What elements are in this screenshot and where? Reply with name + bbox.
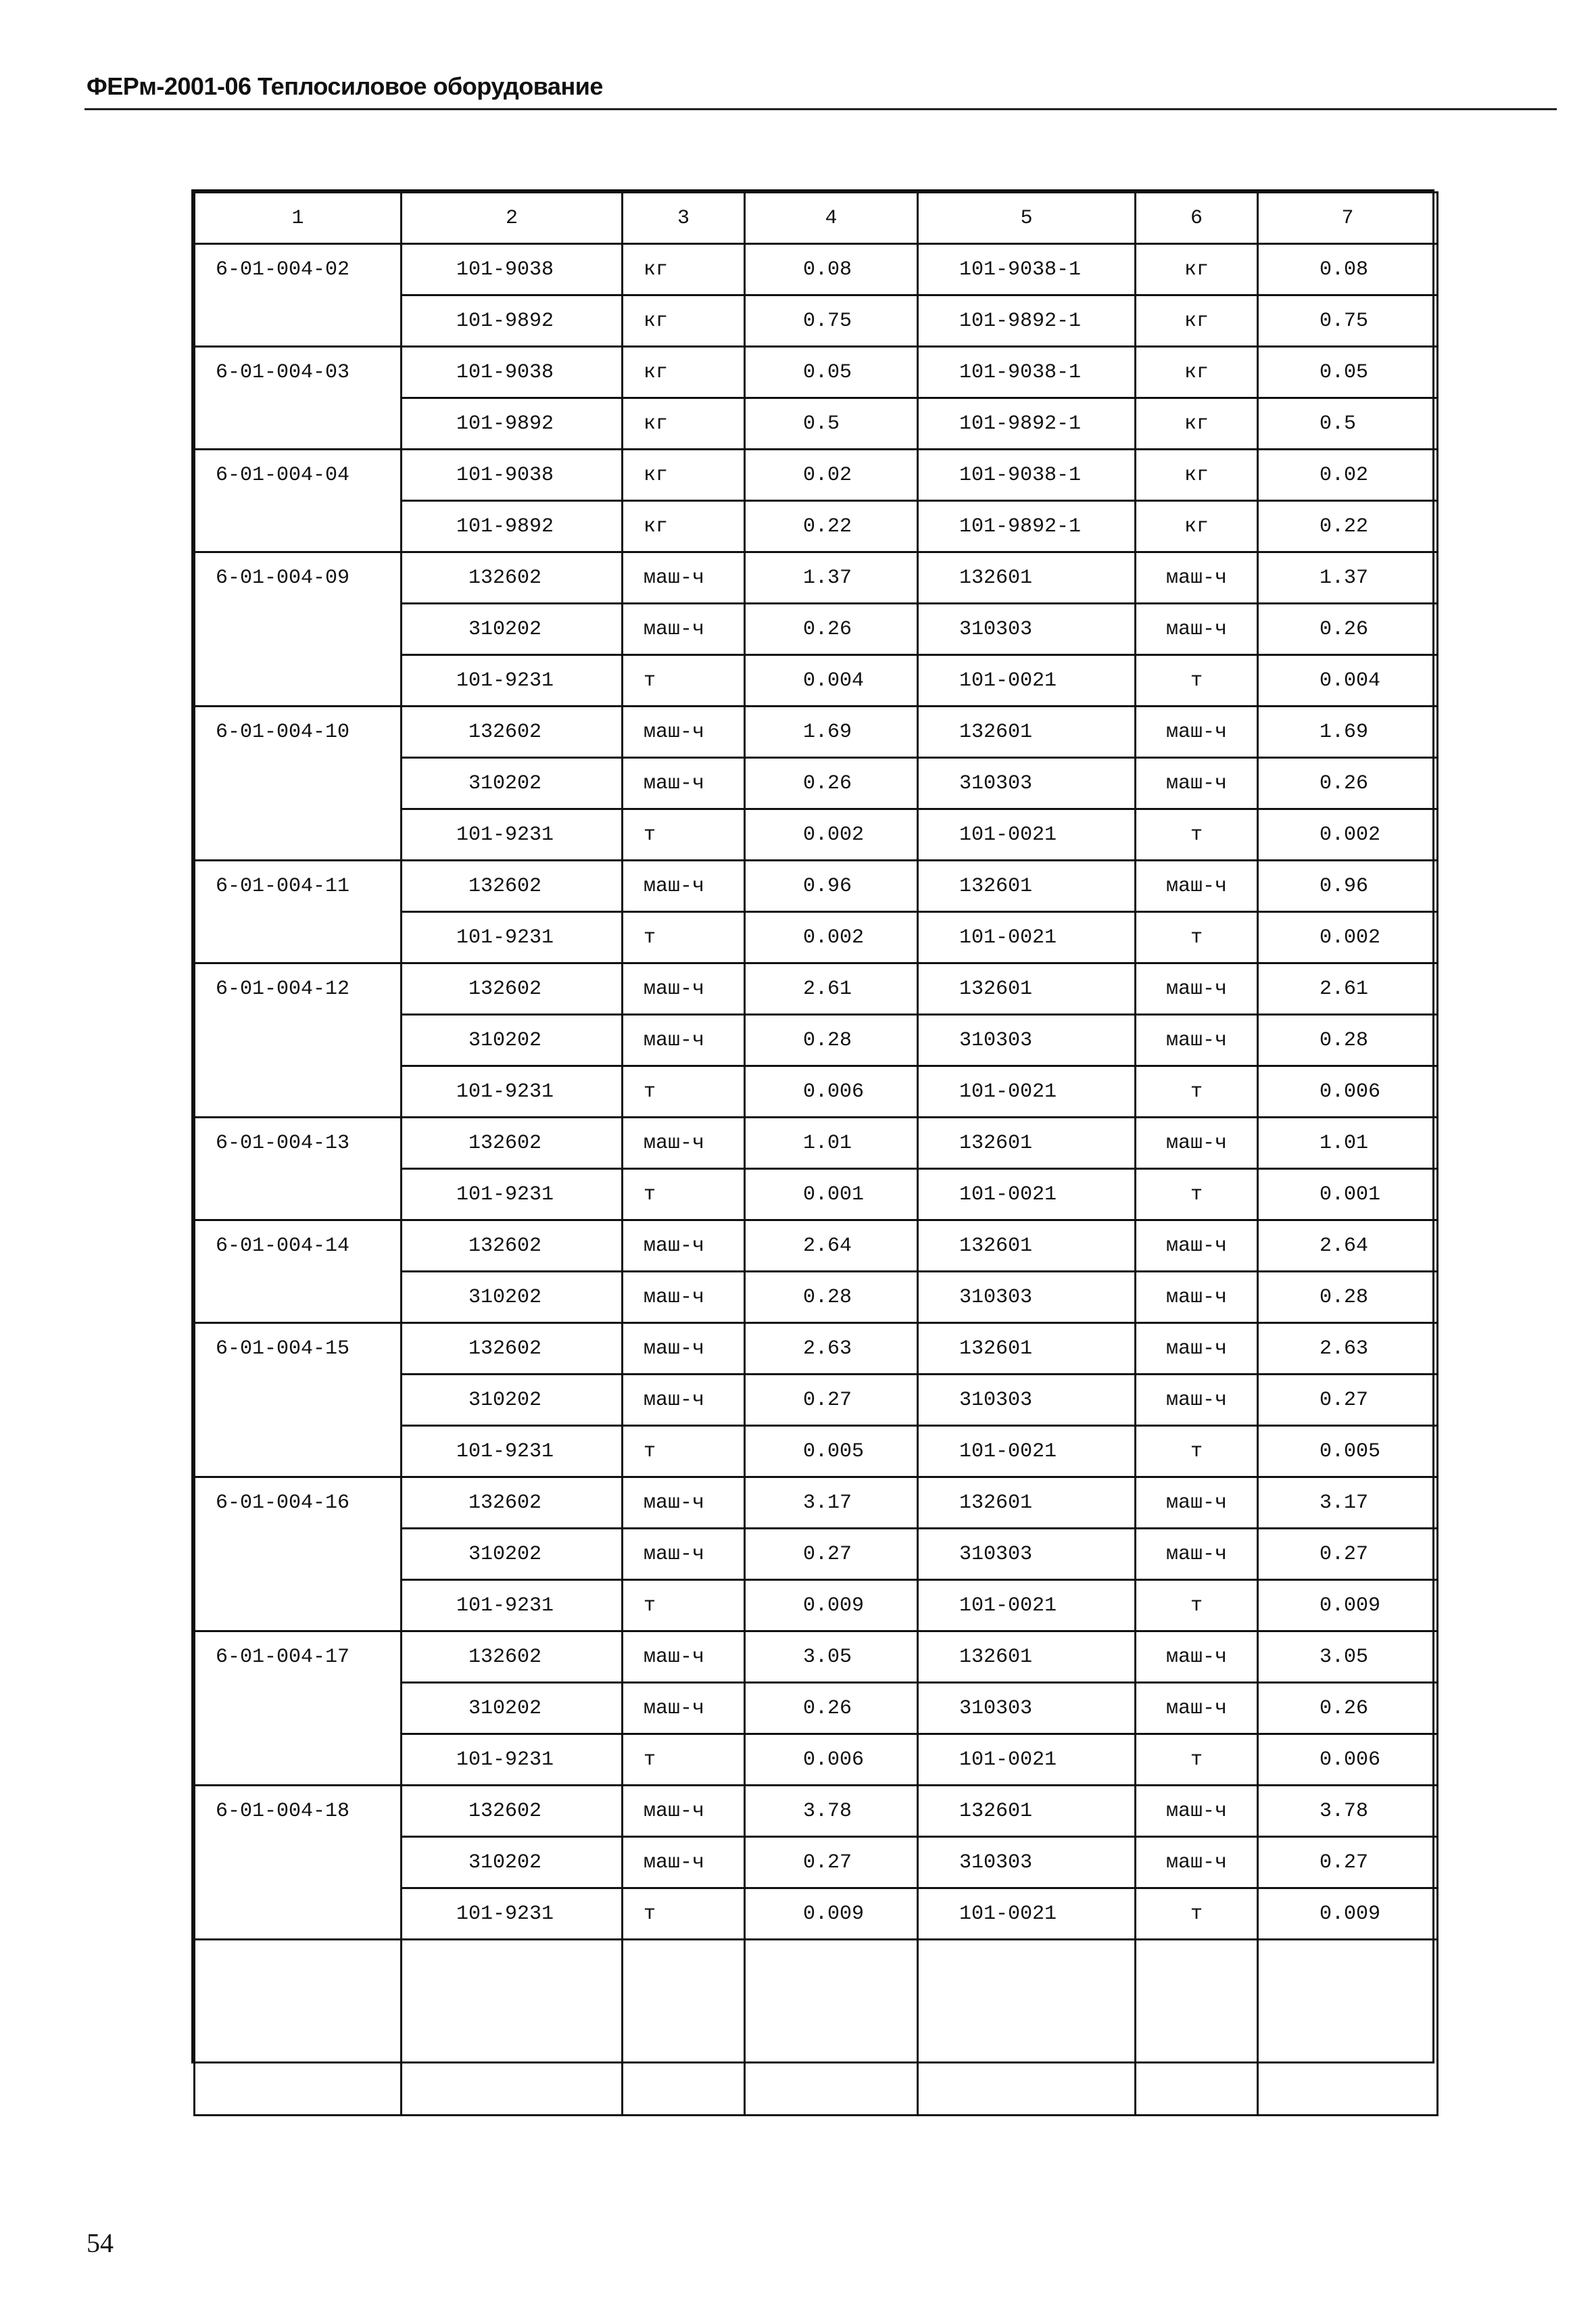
- resource-code: 132602: [402, 1631, 623, 1683]
- replacement-quantity: 0.75: [1258, 295, 1438, 347]
- resource-code: 310202: [402, 604, 623, 655]
- replacement-code: 101-0021: [918, 655, 1136, 707]
- unit: маш-ч: [623, 963, 745, 1015]
- replacement-code: 101-9038-1: [918, 244, 1136, 295]
- resource-code: 101-9892: [402, 295, 623, 347]
- norm-code: 6-01-004-09: [195, 552, 402, 707]
- replacement-quantity: 2.64: [1258, 1220, 1438, 1272]
- resource-code: 132602: [402, 861, 623, 912]
- replacement-unit: маш-ч: [1136, 1015, 1258, 1066]
- unit: маш-ч: [623, 1118, 745, 1169]
- quantity: 0.009: [745, 1888, 918, 1940]
- resource-code: 101-9231: [402, 1066, 623, 1118]
- resource-code: 310202: [402, 758, 623, 809]
- quantity: 0.28: [745, 1015, 918, 1066]
- replacement-code: 132601: [918, 1631, 1136, 1683]
- table-row: [195, 244, 1438, 295]
- quantity: 3.17: [745, 1477, 918, 1529]
- replacement-code: 101-0021: [918, 1066, 1136, 1118]
- resource-code: 132602: [402, 707, 623, 758]
- replacement-unit: маш-ч: [1136, 1118, 1258, 1169]
- quantity: 0.005: [745, 1426, 918, 1477]
- unit: т: [623, 1580, 745, 1631]
- replacement-quantity: 2.61: [1258, 963, 1438, 1015]
- quantity: 0.002: [745, 809, 918, 861]
- quantity: 2.63: [745, 1323, 918, 1375]
- unit: т: [623, 1734, 745, 1786]
- replacement-quantity: 0.006: [1258, 1734, 1438, 1786]
- column-header: 3: [623, 193, 745, 244]
- replacement-code: 101-0021: [918, 1888, 1136, 1940]
- replacement-code: 132601: [918, 1477, 1136, 1529]
- replacement-quantity: 0.002: [1258, 912, 1438, 963]
- replacement-quantity: 0.009: [1258, 1888, 1438, 1940]
- empty-cell: [623, 1940, 745, 2116]
- column-header: 4: [745, 193, 918, 244]
- norm-code: 6-01-004-10: [195, 707, 402, 861]
- page-title: ФЕРм-2001-06 Теплосиловое оборудование: [87, 72, 603, 100]
- unit: т: [623, 1888, 745, 1940]
- unit: т: [623, 809, 745, 861]
- replacement-code: 101-9038-1: [918, 450, 1136, 501]
- replacement-unit: маш-ч: [1136, 1272, 1258, 1323]
- quantity: 0.26: [745, 1683, 918, 1734]
- quantity: 0.006: [745, 1734, 918, 1786]
- replacement-quantity: 2.63: [1258, 1323, 1438, 1375]
- replacement-quantity: 0.26: [1258, 1683, 1438, 1734]
- quantity: 0.004: [745, 655, 918, 707]
- replacement-unit: кг: [1136, 244, 1258, 295]
- column-header: 5: [918, 193, 1136, 244]
- unit: маш-ч: [623, 1529, 745, 1580]
- replacement-code: 310303: [918, 604, 1136, 655]
- resource-code: 132602: [402, 963, 623, 1015]
- norm-code: 6-01-004-15: [195, 1323, 402, 1477]
- replacement-unit: кг: [1136, 450, 1258, 501]
- unit: кг: [623, 347, 745, 398]
- empty-cell: [1258, 1940, 1438, 2116]
- replacement-quantity: 1.37: [1258, 552, 1438, 604]
- quantity: 0.96: [745, 861, 918, 912]
- column-header: 6: [1136, 193, 1258, 244]
- replacement-code: 132601: [918, 707, 1136, 758]
- column-header: 2: [402, 193, 623, 244]
- unit: маш-ч: [623, 1323, 745, 1375]
- unit: маш-ч: [623, 1683, 745, 1734]
- unit: маш-ч: [623, 1477, 745, 1529]
- replacement-code: 132601: [918, 861, 1136, 912]
- unit: кг: [623, 244, 745, 295]
- replacement-code: 101-9038-1: [918, 347, 1136, 398]
- unit: т: [623, 1169, 745, 1220]
- resource-code: 132602: [402, 1323, 623, 1375]
- replacement-unit: маш-ч: [1136, 1375, 1258, 1426]
- unit: маш-ч: [623, 1631, 745, 1683]
- table-row: [195, 1220, 1438, 1272]
- replacement-code: 132601: [918, 1118, 1136, 1169]
- unit: маш-ч: [623, 1220, 745, 1272]
- table-row: [195, 552, 1438, 604]
- table-row: [195, 1477, 1438, 1529]
- empty-cell: [402, 1940, 623, 2116]
- replacement-quantity: 1.69: [1258, 707, 1438, 758]
- unit: т: [623, 1426, 745, 1477]
- quantity: 3.78: [745, 1786, 918, 1837]
- quantity: 1.69: [745, 707, 918, 758]
- quantity: 2.61: [745, 963, 918, 1015]
- quantity: 1.37: [745, 552, 918, 604]
- norm-code: 6-01-004-14: [195, 1220, 402, 1323]
- replacement-code: 101-0021: [918, 1580, 1136, 1631]
- resource-code: 101-9038: [402, 347, 623, 398]
- replacement-code: 101-9892-1: [918, 501, 1136, 552]
- replacement-unit: маш-ч: [1136, 1683, 1258, 1734]
- replacement-unit: т: [1136, 912, 1258, 963]
- replacement-quantity: 0.27: [1258, 1375, 1438, 1426]
- norm-code: 6-01-004-03: [195, 347, 402, 450]
- norm-code: 6-01-004-16: [195, 1477, 402, 1631]
- replacement-unit: кг: [1136, 347, 1258, 398]
- quantity: 0.001: [745, 1169, 918, 1220]
- unit: маш-ч: [623, 1837, 745, 1888]
- replacement-unit: т: [1136, 1169, 1258, 1220]
- replacement-unit: кг: [1136, 295, 1258, 347]
- resource-code: 101-9038: [402, 244, 623, 295]
- quantity: 0.02: [745, 450, 918, 501]
- unit: кг: [623, 501, 745, 552]
- unit: маш-ч: [623, 758, 745, 809]
- replacement-code: 101-9892-1: [918, 398, 1136, 450]
- replacement-unit: маш-ч: [1136, 552, 1258, 604]
- resource-code: 101-9892: [402, 501, 623, 552]
- resource-code: 132602: [402, 1786, 623, 1837]
- norm-code: 6-01-004-11: [195, 861, 402, 963]
- resource-replacement-table: [191, 189, 1434, 2063]
- replacement-code: 132601: [918, 552, 1136, 604]
- norm-code: 6-01-004-12: [195, 963, 402, 1118]
- resource-code: 101-9231: [402, 1888, 623, 1940]
- unit: маш-ч: [623, 552, 745, 604]
- replacement-unit: маш-ч: [1136, 1477, 1258, 1529]
- quantity: 2.64: [745, 1220, 918, 1272]
- empty-cell: [195, 1940, 402, 2116]
- table-row: [195, 1631, 1438, 1683]
- data-table: [193, 191, 1438, 2116]
- replacement-code: 310303: [918, 1272, 1136, 1323]
- quantity: 3.05: [745, 1631, 918, 1683]
- replacement-code: 310303: [918, 1529, 1136, 1580]
- replacement-code: 310303: [918, 1375, 1136, 1426]
- resource-code: 132602: [402, 1477, 623, 1529]
- replacement-unit: маш-ч: [1136, 758, 1258, 809]
- replacement-quantity: 3.78: [1258, 1786, 1438, 1837]
- unit: маш-ч: [623, 1272, 745, 1323]
- unit: кг: [623, 295, 745, 347]
- replacement-quantity: 0.005: [1258, 1426, 1438, 1477]
- replacement-quantity: 3.05: [1258, 1631, 1438, 1683]
- replacement-unit: маш-ч: [1136, 1837, 1258, 1888]
- replacement-quantity: 0.27: [1258, 1529, 1438, 1580]
- replacement-code: 310303: [918, 1683, 1136, 1734]
- replacement-unit: кг: [1136, 398, 1258, 450]
- unit: маш-ч: [623, 707, 745, 758]
- norm-code: 6-01-004-02: [195, 244, 402, 347]
- replacement-quantity: 0.26: [1258, 604, 1438, 655]
- quantity: 0.27: [745, 1837, 918, 1888]
- replacement-unit: маш-ч: [1136, 707, 1258, 758]
- quantity: 0.006: [745, 1066, 918, 1118]
- quantity: 0.002: [745, 912, 918, 963]
- resource-code: 132602: [402, 1220, 623, 1272]
- replacement-quantity: 0.05: [1258, 347, 1438, 398]
- table-row: [195, 1323, 1438, 1375]
- quantity: 0.22: [745, 501, 918, 552]
- replacement-quantity: 1.01: [1258, 1118, 1438, 1169]
- table-row: [195, 347, 1438, 398]
- quantity: 0.009: [745, 1580, 918, 1631]
- resource-code: 101-9038: [402, 450, 623, 501]
- norm-code: 6-01-004-17: [195, 1631, 402, 1786]
- unit: маш-ч: [623, 1786, 745, 1837]
- replacement-unit: маш-ч: [1136, 1220, 1258, 1272]
- quantity: 0.75: [745, 295, 918, 347]
- replacement-quantity: 0.002: [1258, 809, 1438, 861]
- replacement-unit: т: [1136, 1888, 1258, 1940]
- replacement-quantity: 0.28: [1258, 1015, 1438, 1066]
- replacement-code: 101-0021: [918, 1734, 1136, 1786]
- table-row: [195, 1786, 1438, 1837]
- column-header: 7: [1258, 193, 1438, 244]
- quantity: 1.01: [745, 1118, 918, 1169]
- replacement-quantity: 0.28: [1258, 1272, 1438, 1323]
- quantity: 0.28: [745, 1272, 918, 1323]
- header-divider: [84, 108, 1557, 110]
- quantity: 0.26: [745, 604, 918, 655]
- quantity: 0.26: [745, 758, 918, 809]
- unit: т: [623, 912, 745, 963]
- resource-code: 310202: [402, 1529, 623, 1580]
- resource-code: 132602: [402, 1118, 623, 1169]
- quantity: 0.5: [745, 398, 918, 450]
- quantity: 0.05: [745, 347, 918, 398]
- unit: маш-ч: [623, 1375, 745, 1426]
- resource-code: 310202: [402, 1272, 623, 1323]
- resource-code: 101-9231: [402, 1426, 623, 1477]
- norm-code: 6-01-004-13: [195, 1118, 402, 1220]
- quantity: 0.27: [745, 1375, 918, 1426]
- replacement-quantity: 0.26: [1258, 758, 1438, 809]
- replacement-code: 310303: [918, 1015, 1136, 1066]
- column-header: 1: [195, 193, 402, 244]
- unit: т: [623, 1066, 745, 1118]
- resource-code: 101-9231: [402, 1734, 623, 1786]
- replacement-unit: маш-ч: [1136, 1323, 1258, 1375]
- empty-cell: [745, 1940, 918, 2116]
- replacement-quantity: 0.96: [1258, 861, 1438, 912]
- replacement-code: 132601: [918, 1786, 1136, 1837]
- replacement-quantity: 0.009: [1258, 1580, 1438, 1631]
- resource-code: 101-9231: [402, 1169, 623, 1220]
- replacement-code: 132601: [918, 963, 1136, 1015]
- replacement-code: 310303: [918, 1837, 1136, 1888]
- replacement-unit: маш-ч: [1136, 1631, 1258, 1683]
- replacement-code: 101-0021: [918, 809, 1136, 861]
- resource-code: 101-9231: [402, 1580, 623, 1631]
- replacement-code: 132601: [918, 1220, 1136, 1272]
- replacement-unit: маш-ч: [1136, 1786, 1258, 1837]
- unit: маш-ч: [623, 604, 745, 655]
- replacement-code: 101-0021: [918, 912, 1136, 963]
- replacement-unit: маш-ч: [1136, 861, 1258, 912]
- replacement-quantity: 0.22: [1258, 501, 1438, 552]
- replacement-quantity: 0.001: [1258, 1169, 1438, 1220]
- resource-code: 101-9231: [402, 655, 623, 707]
- replacement-unit: т: [1136, 1426, 1258, 1477]
- table-row: [195, 1118, 1438, 1169]
- table-row: [195, 450, 1438, 501]
- replacement-unit: маш-ч: [1136, 963, 1258, 1015]
- unit: маш-ч: [623, 1015, 745, 1066]
- quantity: 0.27: [745, 1529, 918, 1580]
- unit: т: [623, 655, 745, 707]
- unit: кг: [623, 450, 745, 501]
- replacement-quantity: 3.17: [1258, 1477, 1438, 1529]
- norm-code: 6-01-004-04: [195, 450, 402, 552]
- unit: маш-ч: [623, 861, 745, 912]
- replacement-code: 310303: [918, 758, 1136, 809]
- replacement-unit: т: [1136, 655, 1258, 707]
- norm-code: 6-01-004-18: [195, 1786, 402, 1940]
- replacement-quantity: 0.08: [1258, 244, 1438, 295]
- replacement-unit: т: [1136, 1734, 1258, 1786]
- replacement-code: 101-0021: [918, 1426, 1136, 1477]
- replacement-code: 101-0021: [918, 1169, 1136, 1220]
- table-row: [195, 707, 1438, 758]
- replacement-unit: маш-ч: [1136, 604, 1258, 655]
- resource-code: 132602: [402, 552, 623, 604]
- page-number: 54: [87, 2228, 114, 2258]
- replacement-code: 101-9892-1: [918, 295, 1136, 347]
- resource-code: 310202: [402, 1015, 623, 1066]
- empty-row: [195, 1940, 1438, 2116]
- resource-code: 101-9231: [402, 809, 623, 861]
- replacement-unit: т: [1136, 1580, 1258, 1631]
- replacement-quantity: 0.006: [1258, 1066, 1438, 1118]
- table-body: [195, 244, 1438, 2116]
- replacement-unit: кг: [1136, 501, 1258, 552]
- resource-code: 310202: [402, 1683, 623, 1734]
- resource-code: 310202: [402, 1837, 623, 1888]
- table-row: [195, 861, 1438, 912]
- empty-cell: [918, 1940, 1136, 2116]
- replacement-quantity: 0.004: [1258, 655, 1438, 707]
- replacement-quantity: 0.5: [1258, 398, 1438, 450]
- replacement-unit: т: [1136, 809, 1258, 861]
- replacement-quantity: 0.02: [1258, 450, 1438, 501]
- replacement-code: 132601: [918, 1323, 1136, 1375]
- empty-cell: [1136, 1940, 1258, 2116]
- header-row: [195, 193, 1438, 244]
- replacement-unit: маш-ч: [1136, 1529, 1258, 1580]
- resource-code: 310202: [402, 1375, 623, 1426]
- quantity: 0.08: [745, 244, 918, 295]
- table-row: [195, 963, 1438, 1015]
- resource-code: 101-9231: [402, 912, 623, 963]
- replacement-unit: т: [1136, 1066, 1258, 1118]
- unit: кг: [623, 398, 745, 450]
- replacement-quantity: 0.27: [1258, 1837, 1438, 1888]
- resource-code: 101-9892: [402, 398, 623, 450]
